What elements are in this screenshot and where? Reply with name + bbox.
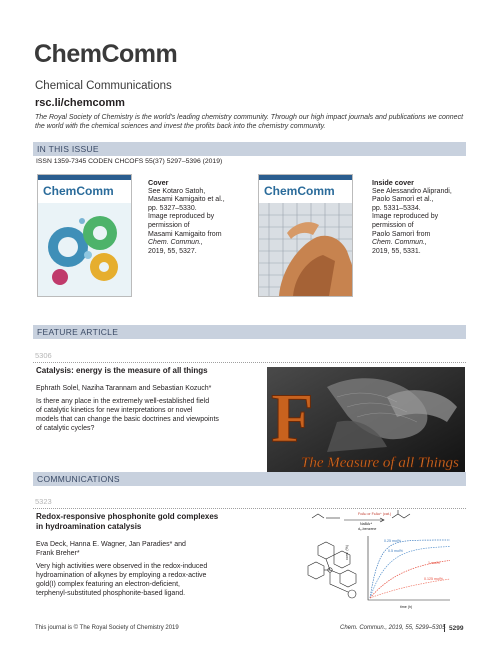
inside-cover-line: See Alessandro Aliprandi, bbox=[372, 187, 452, 195]
footer-citation: Chem. Commun., 2019, 55, 5299–5305 bbox=[340, 625, 446, 631]
section-in-this-issue: IN THIS ISSUE bbox=[33, 142, 466, 156]
cover-mini-title: ChemComm bbox=[43, 184, 114, 198]
section-communications: COMMUNICATIONS bbox=[33, 472, 466, 486]
section-feature-article: FEATURE ARTICLE bbox=[33, 325, 466, 339]
chart-series-label: 0.125 mol% bbox=[424, 577, 443, 581]
inside-cover-line: permission of bbox=[372, 221, 414, 229]
chart-x-label: time (h) bbox=[400, 605, 413, 609]
feature-graphic-caption: The Measure of all Things bbox=[301, 455, 459, 471]
communication-toc-graphic[interactable] bbox=[300, 508, 466, 611]
cover-image[interactable] bbox=[37, 174, 132, 297]
inside-cover-caption bbox=[372, 179, 452, 256]
communication-authors bbox=[36, 540, 186, 558]
inside-cover-line: 2019, 55, 5331. bbox=[372, 247, 421, 255]
communication-abstract-line: Very high activities were observed in the redox-induced bbox=[36, 563, 208, 570]
inside-cover-line: pp. 5331–5334. bbox=[372, 204, 421, 212]
feature-abstract bbox=[36, 397, 219, 433]
feature-abstract-line: of catalytic cycles? bbox=[36, 425, 95, 432]
communication-abstract-line: terphenyl-substituted phosphonite-based ligand. bbox=[36, 590, 186, 597]
communication-graphic-illustration bbox=[300, 508, 466, 611]
chart-series-label: 0.5 mol% bbox=[388, 549, 403, 553]
inside-cover-line: Image reproduced by bbox=[372, 213, 439, 221]
communication-title[interactable] bbox=[36, 512, 218, 532]
communication-author-line: Eva Deck, Hanna E. Wagner, Jan Paradies* and bbox=[36, 541, 186, 548]
reaction-mid-label: NaBAr⁴ bbox=[360, 522, 373, 526]
feature-title[interactable]: Catalysis: energy is the measure of all things bbox=[36, 366, 208, 375]
inside-cover-image[interactable] bbox=[258, 174, 353, 297]
communication-title-line: in hydroamination catalysis bbox=[36, 522, 142, 531]
cover-line: permission of bbox=[148, 221, 190, 229]
communication-title-line: Redox-responsive phosphonite gold complexes bbox=[36, 512, 219, 521]
chart-curve-1 bbox=[370, 547, 450, 598]
inside-cover-title: Inside cover bbox=[372, 178, 414, 187]
cover-line: Masami Kamigaito from bbox=[148, 230, 222, 238]
footer-separator bbox=[444, 624, 445, 632]
issn-line: ISSN 1359-7345 CODEN CHCOFS 55(37) 5297–5396 (2019) bbox=[36, 158, 223, 165]
feature-divider bbox=[33, 362, 466, 363]
feature-abstract-line: models that can change the basic doctrines and viewpoints bbox=[36, 416, 219, 423]
communication-abstract-line: hydroamination of alkynes by employing a redox-active bbox=[36, 572, 207, 579]
footer-page-number: 5299 bbox=[449, 625, 464, 632]
reaction-bot-label: d₆-benzene bbox=[358, 527, 377, 531]
feature-authors: Ephrath Solel, Naziha Tarannam and Sebastian Kozuch* bbox=[36, 385, 212, 392]
reaction-top-label: FcAu or FcAu⁺ (cat.) bbox=[358, 512, 392, 516]
feature-graphic-illustration bbox=[267, 367, 465, 476]
feature-toc-graphic[interactable] bbox=[267, 367, 465, 476]
inside-cover-illustration bbox=[259, 175, 352, 296]
inside-cover-line: Paolo Samorì et al., bbox=[372, 196, 434, 204]
cover-line: Chem. Commun., bbox=[148, 239, 203, 247]
communication-author-line: Frank Breher* bbox=[36, 550, 80, 557]
communication-abstract-line: gold(I) complex featuring an electron-deficient, bbox=[36, 581, 180, 588]
chart-series-group bbox=[370, 540, 450, 598]
feature-abstract-line: of catalytic kinetics for new interpretations or novel bbox=[36, 407, 193, 414]
journal-title: ChemComm bbox=[34, 40, 178, 68]
journal-subtitle: Chemical Communications bbox=[35, 80, 172, 92]
chart-y-label: conv. (%) bbox=[345, 545, 349, 560]
footer-copyright: This journal is © The Royal Society of Chemistry 2019 bbox=[35, 625, 179, 631]
cover-line: Masami Kamigaito et al., bbox=[148, 196, 225, 204]
tagline: The Royal Society of Chemistry is the world's leading chemistry community. Through our high impact journals and publications we connect the world with the chemical sciences and invest the profits back into the chemistry community. bbox=[35, 114, 464, 130]
inside-cover-line: Paolo Samorì from bbox=[372, 230, 431, 238]
chart-series-label: 1 mol% bbox=[428, 561, 440, 565]
feature-abstract-line: Is there any place in the extremely well-established field bbox=[36, 398, 210, 405]
cover-title: Cover bbox=[148, 178, 169, 187]
chart-curve-3 bbox=[370, 579, 450, 598]
cover-line: Image reproduced by bbox=[148, 213, 215, 221]
inside-cover-mini-title: ChemComm bbox=[264, 184, 335, 198]
cover-illustration bbox=[38, 175, 131, 296]
cover-caption bbox=[148, 179, 225, 256]
feature-page-number: 5306 bbox=[35, 351, 52, 360]
communication-abstract bbox=[36, 562, 207, 598]
chart-series-label: 0.25 mol% bbox=[384, 539, 401, 543]
cover-line: See Kotaro Satoh, bbox=[148, 187, 206, 195]
inside-cover-line: Chem. Commun., bbox=[372, 239, 427, 247]
cover-line: pp. 5327–5330. bbox=[148, 204, 197, 212]
cover-line: 2019, 55, 5327. bbox=[148, 247, 197, 255]
feature-graphic-letter: F bbox=[271, 380, 314, 457]
chart-curve-0 bbox=[370, 540, 450, 598]
journal-url[interactable]: rsc.li/chemcomm bbox=[35, 97, 125, 109]
communication-page-number: 5323 bbox=[35, 497, 52, 506]
